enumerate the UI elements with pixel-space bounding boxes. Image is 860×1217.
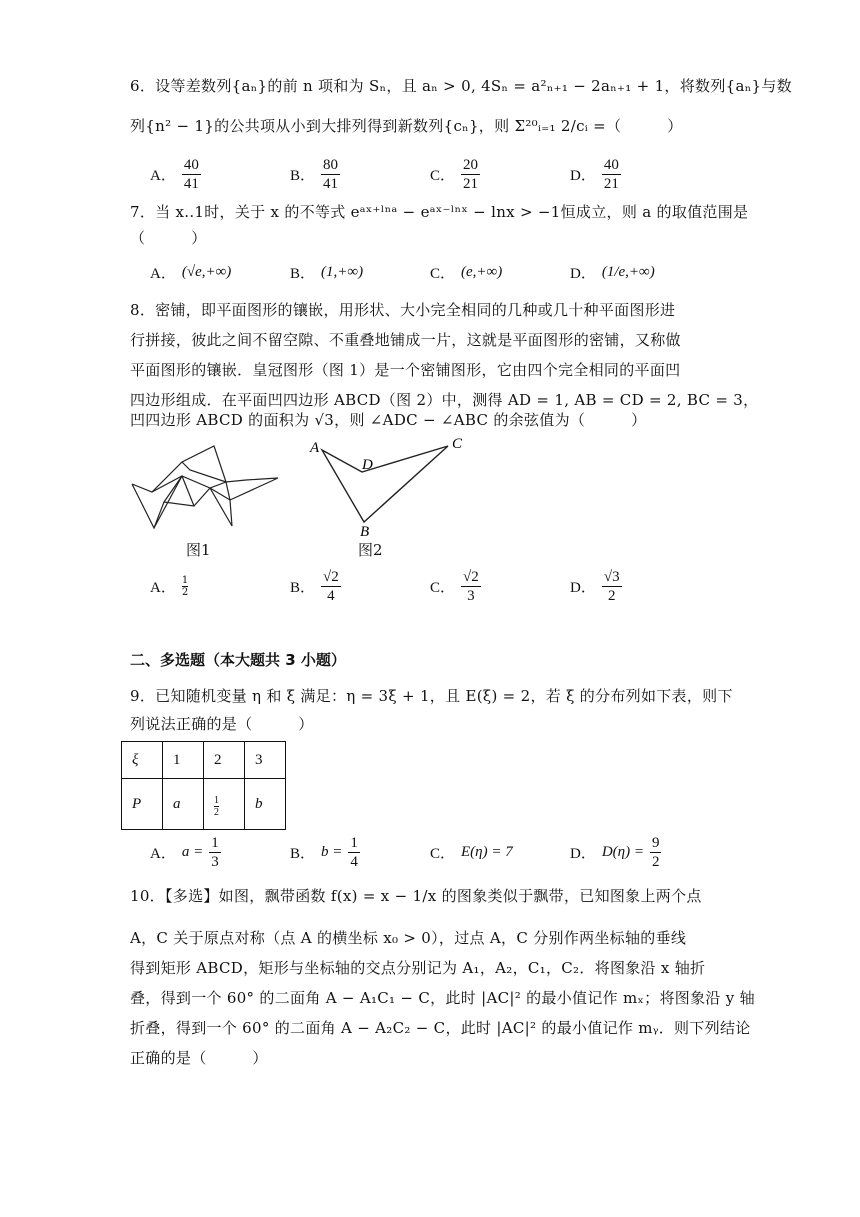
table-cell: b <box>245 779 286 830</box>
figure1-caption: 图1 <box>186 541 211 559</box>
cell-fraction: $\frac{1}{2}$ <box>214 794 219 818</box>
option-fraction: $\frac{40}{21}$ <box>603 157 619 192</box>
table-row <box>122 742 286 779</box>
q8-option-d[interactable] <box>570 568 710 605</box>
option-fraction: $\frac{1}{2}$ <box>181 575 189 598</box>
q8-option-a[interactable] <box>150 568 290 605</box>
q10-line3: 得到矩形 ABCD，矩形与坐标轴的交点分别记为 A₁，A₂，C₁，C₂．将图象沿 x 轴折 <box>130 959 706 977</box>
option-fraction: $\frac{40}{41}$ <box>183 157 199 192</box>
option-label: D． <box>570 580 596 596</box>
option-fraction: $\frac{80}{41}$ <box>323 157 339 192</box>
option-label: A． <box>150 580 176 596</box>
q7-option-c[interactable] <box>430 262 570 283</box>
option-label: A． <box>150 168 176 184</box>
option-fraction: $\frac{20}{21}$ <box>463 157 479 192</box>
option-text: (1/e,+∞) <box>601 264 655 280</box>
q9-option-a[interactable] <box>150 834 290 871</box>
option-prefix: b = <box>321 844 343 860</box>
vertex-label-c: C <box>452 436 463 452</box>
option-label: D． <box>570 846 596 862</box>
option-label: B． <box>290 580 316 596</box>
option-prefix: D(η) = <box>601 844 644 860</box>
option-label: D． <box>570 266 596 282</box>
q6-option-a[interactable] <box>150 156 290 193</box>
q6-line2: 列{n² − 1}的公共项从小到大排列得到新数列{cₙ}，则 Σ²⁰ᵢ₌₁ 2/cᵢ =（ ） <box>130 117 683 135</box>
q9-option-b[interactable] <box>290 834 430 871</box>
option-label: D． <box>570 168 596 184</box>
option-text: E(η) = 7 <box>461 844 513 860</box>
option-label: C． <box>430 168 456 184</box>
figure2-caption: 图2 <box>358 541 383 559</box>
option-label: B． <box>290 846 316 862</box>
option-fraction: $\frac{1}{4}$ <box>350 835 358 870</box>
table-cell <box>204 779 245 830</box>
q7-option-b[interactable] <box>290 262 430 283</box>
table-cell: 1 <box>163 742 204 779</box>
option-label: C． <box>430 846 456 862</box>
q6-option-c[interactable] <box>430 156 570 193</box>
q8-line4: 四边形组成．在平面凹四边形 ABCD（图 2）中，测得 AD = 1, AB = CD = 2, BC = 3， <box>130 391 759 409</box>
q10-line1: 10．【多选】如图，飘带函数 f(x) = x − 1/x 的图象类似于飘带，已知图象上两个点 <box>130 887 702 905</box>
figure1-crown-tiling <box>128 440 288 536</box>
option-fraction: $\frac{√2}{3}$ <box>463 569 479 604</box>
q6-options <box>150 156 710 193</box>
q6-option-d[interactable] <box>570 156 710 193</box>
q8-line1: 8．密铺，即平面图形的镶嵌，用形状、大小完全相同的几种或几十种平面图形进 <box>130 301 676 319</box>
q7-line2: （ ） <box>130 229 207 247</box>
q9-option-d[interactable] <box>570 834 710 871</box>
q8-option-b[interactable] <box>290 568 430 605</box>
q10-line6: 正确的是（ ） <box>130 1049 268 1067</box>
figure2-quadrilateral <box>300 432 480 540</box>
option-fraction: $\frac{√2}{4}$ <box>323 569 339 604</box>
table-cell: 2 <box>204 742 245 779</box>
vertex-label-b: B <box>360 524 370 540</box>
vertex-label-a: A <box>310 440 320 456</box>
q8-line2: 行拼接，彼此之间不留空隙、不重叠地铺成一片，这就是平面图形的密铺，又称做 <box>130 331 681 349</box>
option-label: A． <box>150 846 176 862</box>
q8-line5: 凹四边形 ABCD 的面积为 √3，则 ∠ADC − ∠ABC 的余弦值为（ ） <box>130 411 647 429</box>
option-prefix: a = <box>181 844 204 860</box>
distribution-table <box>121 741 286 830</box>
table-cell: 3 <box>245 742 286 779</box>
option-label: B． <box>290 266 316 282</box>
q7-line1: 7．当 x..1时，关于 x 的不等式 eᵃˣ⁺ˡⁿᵃ − eᵃˣ⁻ˡⁿˣ − lnx > −1恒成立，则 a 的取值范围是 <box>130 203 749 221</box>
q10-line5: 折叠，得到一个 60° 的二面角 A − A₂C₂ − C，此时 |AC|² 的最小值记作 mᵧ．则下列结论 <box>130 1019 751 1037</box>
q9-line1: 9．已知随机变量 η 和 ξ 满足：η = 3ξ + 1，且 E(ξ) = 2，若 ξ 的分布列如下表，则下 <box>130 687 733 705</box>
q8-option-c[interactable] <box>430 568 570 605</box>
option-label: A． <box>150 266 176 282</box>
option-label: B． <box>290 168 316 184</box>
q7-options <box>150 262 710 283</box>
q7-option-a[interactable] <box>150 262 290 283</box>
option-fraction: $\frac{√3}{2}$ <box>603 569 620 604</box>
option-label: C． <box>430 266 456 282</box>
table-cell: ξ <box>122 742 163 779</box>
table-row <box>122 779 286 830</box>
option-fraction: $\frac{9}{2}$ <box>651 835 660 870</box>
section-title: 二、多选题（本大题共 3 小题） <box>130 651 346 669</box>
option-text: (√e,+∞) <box>181 264 232 280</box>
option-text: (e,+∞) <box>461 264 503 280</box>
q10-line2: A，C 关于原点对称（点 A 的横坐标 x₀ > 0），过点 A，C 分别作两坐标轴的垂线 <box>130 929 687 947</box>
option-fraction: $\frac{1}{3}$ <box>211 835 219 870</box>
q8-options <box>150 568 710 605</box>
q9-option-c[interactable] <box>430 834 570 871</box>
q9-line2: 列说法正确的是（ ） <box>130 715 314 733</box>
q6-option-b[interactable] <box>290 156 430 193</box>
vertex-label-d: D <box>362 457 373 473</box>
table-cell: P <box>122 779 163 830</box>
option-label: C． <box>430 580 456 596</box>
q7-option-d[interactable] <box>570 262 710 283</box>
q9-options <box>150 834 710 871</box>
option-text: (1,+∞) <box>321 264 364 280</box>
q10-line4: 叠，得到一个 60° 的二面角 A − A₁C₁ − C，此时 |AC|² 的最小值记作 mₓ；将图象沿 y 轴 <box>130 989 755 1007</box>
table-cell: a <box>163 779 204 830</box>
q8-line3: 平面图形的镶嵌．皇冠图形（图 1）是一个密铺图形，它由四个完全相同的平面凹 <box>130 361 681 379</box>
q6-line1: 6．设等差数列{aₙ}的前 n 项和为 Sₙ，且 aₙ > 0, 4Sₙ = a²ₙ₊₁ − 2aₙ₊₁ + 1，将数列{aₙ}与数 <box>130 77 792 95</box>
